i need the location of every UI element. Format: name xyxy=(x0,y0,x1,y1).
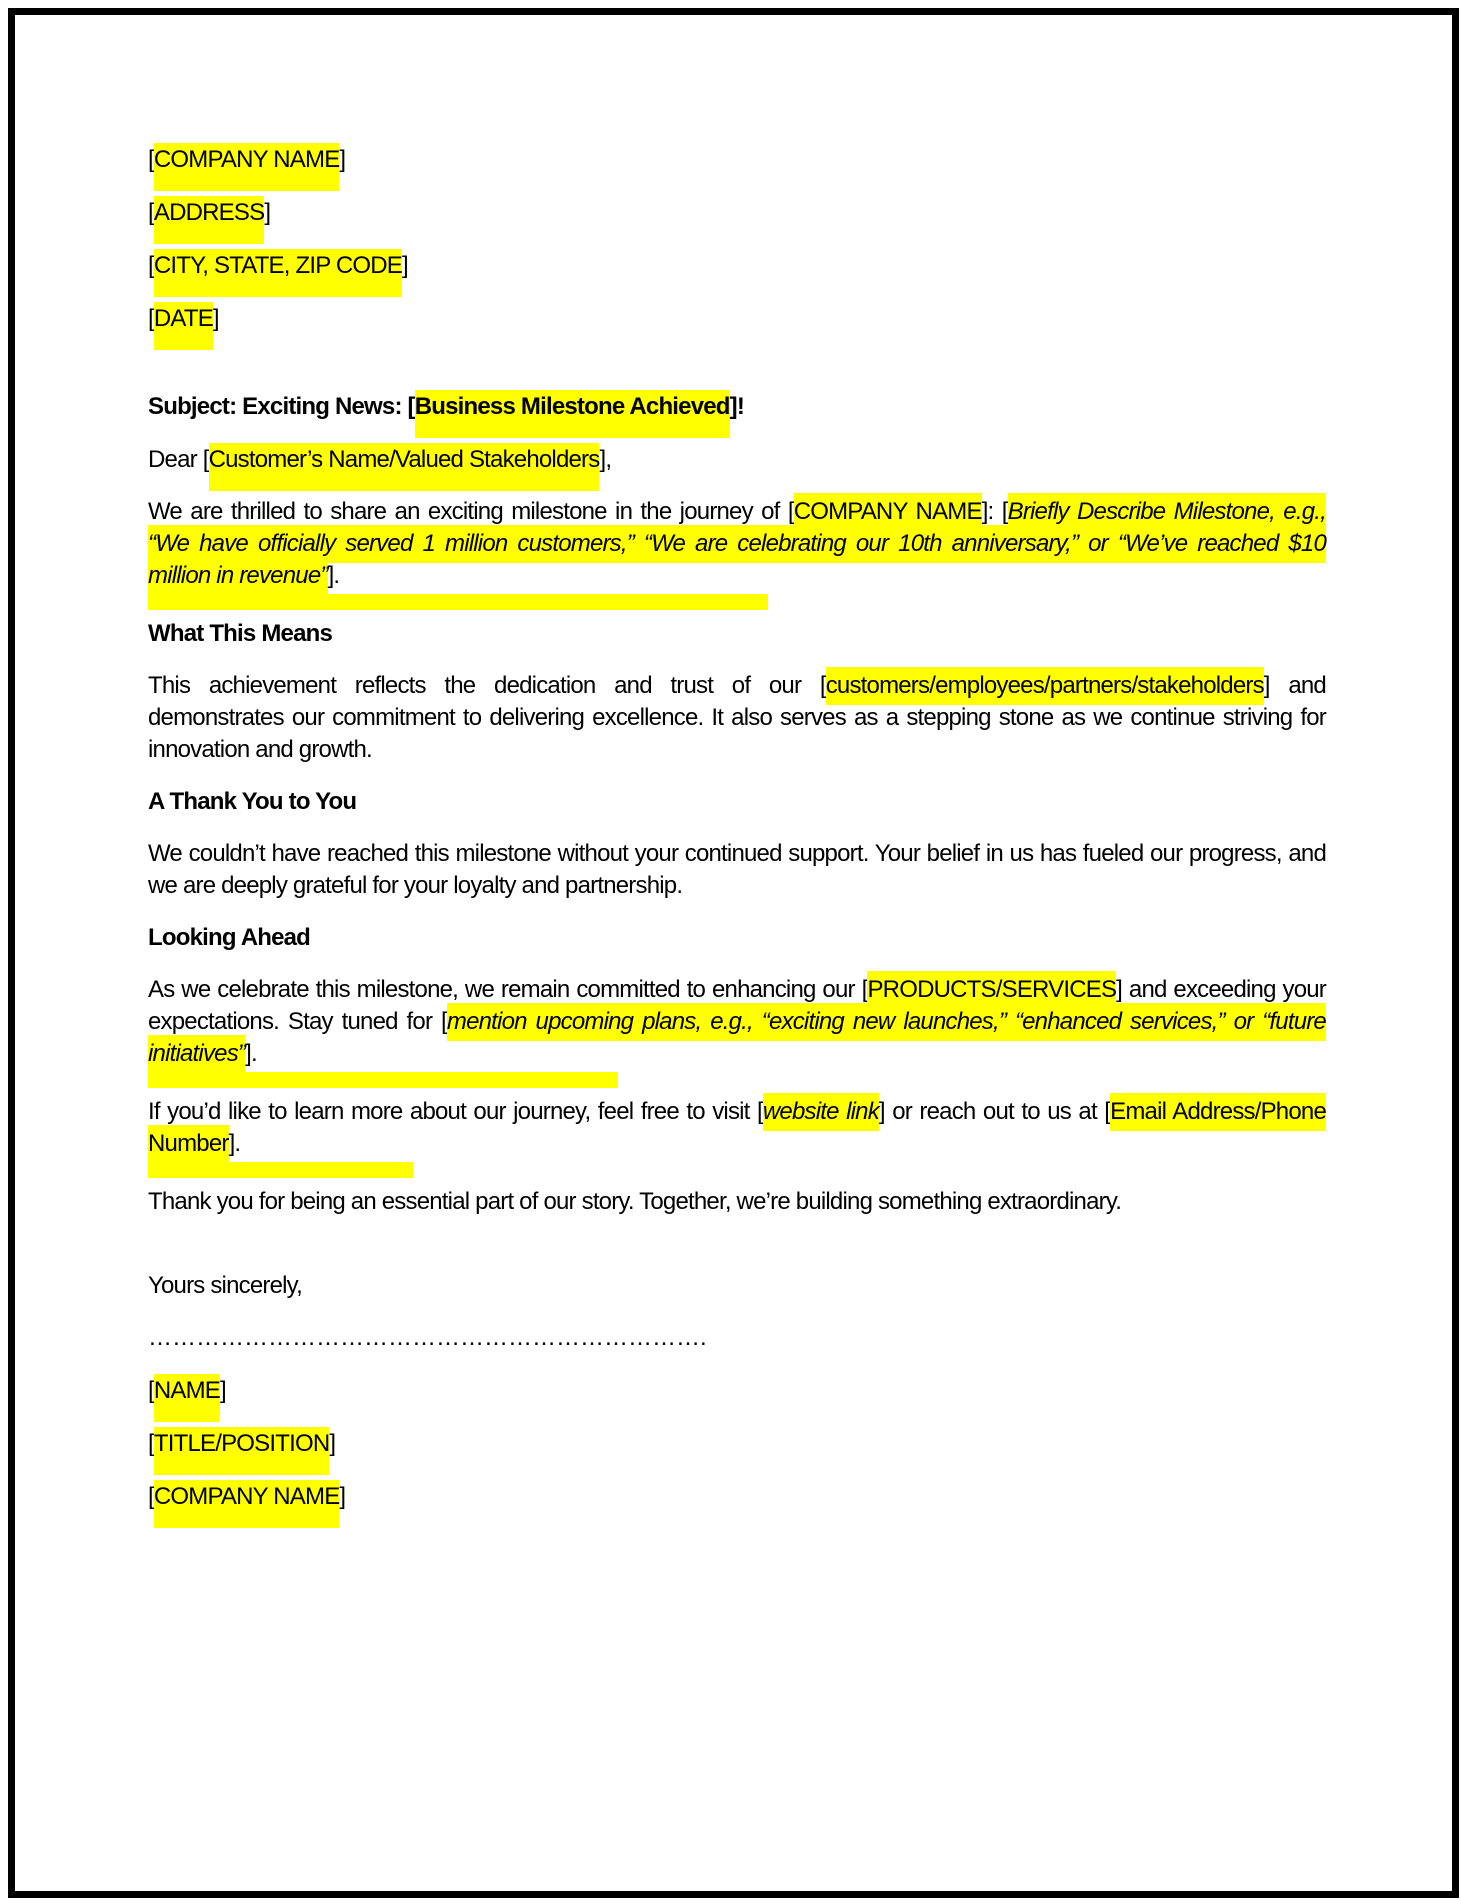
placeholder-highlight-date: DATE xyxy=(154,302,213,335)
letter-content xyxy=(15,15,1452,1513)
placeholder-highlight-title-position: TITLE/POSITION xyxy=(154,1427,330,1460)
signature-company xyxy=(148,1480,1326,1513)
paragraph-text: We are thrilled to share an exciting milestone in the journey of [ xyxy=(148,498,794,525)
paragraph-achievement xyxy=(148,670,1326,766)
salutation xyxy=(148,443,1326,476)
paragraph-text: ]. xyxy=(245,1040,257,1067)
paragraph-text: ] and demonstrates our commitment to delivering excellence. It also serves as a stepping stone as we continue striving for innovation and growth. xyxy=(148,672,1326,763)
bracket-close: ] xyxy=(339,1483,346,1510)
bracket-close: ] xyxy=(220,1377,226,1404)
bracket-close: ] xyxy=(212,305,219,332)
subject-prefix: Subject: Exciting News: [ xyxy=(148,393,415,420)
signature-title xyxy=(148,1427,1326,1460)
paragraph-text: ]. xyxy=(327,562,340,589)
placeholder-highlight-city-state-zip: CITY, STATE, ZIP CODE xyxy=(154,249,402,282)
bracket-open: [ xyxy=(148,1483,154,1510)
bracket-open: [ xyxy=(148,146,154,173)
letterhead-address xyxy=(148,196,1326,229)
paragraph-support: We couldn’t have reached this milestone without your continued support. Your belief in us has fueled our progress, and we are deeply grateful for your loyalty and partnership. xyxy=(148,840,1326,899)
paragraph-looking-ahead xyxy=(148,974,1326,1088)
paragraph-thanks: Thank you for being an essential part of our story. Together, we’re building something extraordinary. xyxy=(148,1188,1122,1215)
bracket-close: ] xyxy=(339,146,346,173)
placeholder-highlight-company-name: COMPANY NAME xyxy=(794,493,982,531)
paragraph-text: ]. xyxy=(228,1130,241,1157)
paragraph-text: If you’d like to learn more about our journey, feel free to visit [ xyxy=(148,1098,763,1125)
bracket-close: ] xyxy=(402,252,408,279)
placeholder-highlight-name: NAME xyxy=(154,1374,220,1407)
placeholder-highlight-products-services: PRODUCTS/SERVICES xyxy=(867,971,1116,1009)
highlight-tail-bar xyxy=(148,1162,413,1178)
highlight-tail-bar xyxy=(148,1072,618,1088)
heading-what-this-means: What This Means xyxy=(148,620,333,647)
signature-dotted-line: ……………………………………………………………. xyxy=(148,1324,707,1351)
placeholder-highlight-website-link: website link xyxy=(763,1093,879,1131)
heading-looking-ahead: Looking Ahead xyxy=(148,924,311,951)
placeholder-highlight-business-milestone: Business Milestone Achieved xyxy=(415,390,730,423)
letterhead-date xyxy=(148,302,1326,335)
placeholder-highlight-upcoming-plans: mention upcoming plans, e.g., “exciting new launches,” “enhanced services,” or “future initiatives” xyxy=(148,1003,1326,1073)
signature-name xyxy=(148,1374,1326,1407)
placeholder-highlight-address: ADDRESS xyxy=(154,196,264,229)
placeholder-highlight-company-name: COMPANY NAME xyxy=(154,1480,340,1513)
bracket-open: [ xyxy=(148,1377,154,1404)
placeholder-highlight-email-phone: Email Address/Phone Number xyxy=(148,1093,1326,1163)
bracket-close: ] xyxy=(329,1430,336,1457)
salutation-prefix: Dear [ xyxy=(148,446,209,473)
paragraph-text: ] and exceeding your expectations. Stay tuned for [ xyxy=(148,976,1327,1035)
paragraph-text: This achievement reflects the dedication and trust of our [ xyxy=(148,672,826,699)
bracket-open: [ xyxy=(148,252,154,279)
paragraph-milestone xyxy=(148,496,1326,610)
paragraph-text: ] or reach out to us at [ xyxy=(878,1098,1111,1125)
letterhead-company xyxy=(148,143,1326,176)
highlight-tail-bar xyxy=(148,594,768,610)
subject-suffix: ]! xyxy=(729,393,745,420)
letterhead-city-state-zip xyxy=(148,249,1326,282)
placeholder-highlight-company-name: COMPANY NAME xyxy=(154,143,340,176)
bracket-open: [ xyxy=(148,305,154,332)
placeholder-highlight-customer-name: Customer’s Name/Valued Stakeholders xyxy=(209,443,600,476)
paragraph-text: ]: [ xyxy=(981,498,1008,525)
subject-line xyxy=(148,390,1326,423)
paragraph-contact xyxy=(148,1096,1326,1178)
bracket-open: [ xyxy=(148,1430,154,1457)
bracket-close: ] xyxy=(264,199,271,226)
placeholder-highlight-stakeholders: customers/employees/partners/stakeholders xyxy=(826,667,1264,705)
letter-page xyxy=(8,8,1459,1898)
placeholder-highlight-milestone-description: Briefly Describe Milestone, e.g., “We have officially served 1 million customers,” “We are celebrating our 10th anniversary,” or “We’ve reached $10 million in revenue” xyxy=(148,493,1326,595)
heading-a-thank-you-to-you: A Thank You to You xyxy=(148,788,357,815)
salutation-suffix: ], xyxy=(599,446,612,473)
bracket-open: [ xyxy=(148,199,154,226)
paragraph-text: As we celebrate this milestone, we remain committed to enhancing our [ xyxy=(148,976,868,1003)
valediction: Yours sincerely, xyxy=(148,1272,302,1299)
